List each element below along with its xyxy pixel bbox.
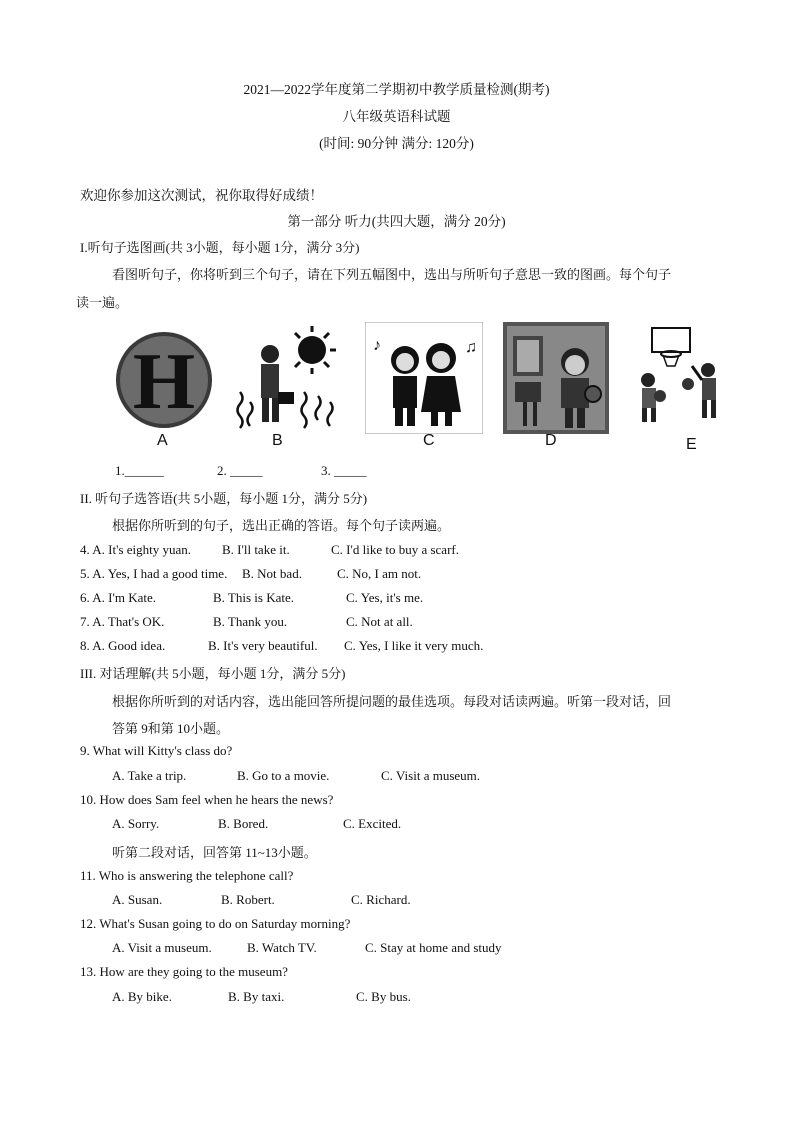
- section3-instruction: 根据你所听到的对话内容，选出能回答所提问题的最佳选项。每段对话读两遍。听第一段对话，回: [112, 694, 672, 709]
- question-13: 13. How are they going to the museum?: [80, 964, 288, 979]
- svg-text:♪: ♪: [373, 337, 381, 354]
- section2-instruction: 根据你所听到的句子，选出正确的答语。每个句子读两遍。: [112, 518, 451, 533]
- question-row-6: [0, 590, 793, 606]
- option-c: C. By bus.: [356, 989, 411, 1004]
- answer-blank-3[interactable]: 3. _____: [321, 463, 367, 478]
- picture-label-a: A: [157, 432, 168, 449]
- question-9: 9. What will Kitty's class do?: [80, 743, 233, 758]
- picture-a-letter-h: [112, 322, 217, 434]
- question-10: 10. How does Sam feel when he hears the news?: [80, 792, 334, 807]
- option-a: 6. A. I'm Kate.: [80, 590, 156, 605]
- picture-label-d: D: [545, 432, 557, 449]
- answer-blanks-row: [0, 463, 793, 479]
- answer-blank-1[interactable]: 1.______: [115, 463, 164, 478]
- option-c: C. Stay at home and study: [365, 940, 502, 955]
- exam-subtitle: 八年级英语科试题: [342, 109, 451, 124]
- option-a: 4. A. It's eighty yuan.: [80, 542, 192, 557]
- option-a: A. Susan.: [112, 892, 163, 907]
- option-c: C. Visit a museum.: [381, 768, 481, 783]
- option-c: C. No, I am not.: [337, 566, 422, 581]
- svg-text:♫: ♫: [465, 339, 477, 356]
- exam-time-info: (时间: 90分钟 满分: 120分): [319, 136, 474, 151]
- question-row-7: [0, 614, 793, 630]
- exam-title: 2021—2022学年度第二学期初中教学质量检测(期考): [243, 82, 550, 97]
- option-b: B. I'll take it.: [222, 542, 290, 557]
- question-row-4: [0, 542, 793, 558]
- svg-text:H: H: [132, 338, 196, 426]
- picture-label-c: C: [423, 432, 435, 449]
- option-a: A. Sorry.: [112, 816, 160, 831]
- picture-label-e: E: [686, 436, 697, 453]
- option-b: B. Go to a movie.: [237, 768, 330, 783]
- option-c: C. Richard.: [351, 892, 411, 907]
- option-b: B. By taxi.: [228, 989, 285, 1004]
- section2-heading: II. 听句子选答语(共 5小题，每小题 1分，满分 5分): [80, 491, 368, 506]
- option-c: C. Excited.: [343, 816, 402, 831]
- option-b: B. Thank you.: [213, 614, 288, 629]
- options-row-12: [0, 940, 793, 956]
- picture-c-singing-girls: [365, 322, 483, 434]
- welcome-text: 欢迎你参加这次测试，祝你取得好成绩！: [80, 188, 323, 203]
- question-11: 11. Who is answering the telephone call?: [80, 868, 294, 883]
- option-a: 7. A. That's OK.: [80, 614, 165, 629]
- option-b: B. Robert.: [221, 892, 275, 907]
- picture-b-hot-day: [232, 322, 342, 434]
- option-a: A. Visit a museum.: [112, 940, 212, 955]
- part1-title: 第一部分 听力(共四大题，满分 20分): [287, 214, 506, 229]
- option-a: 8. A. Good idea.: [80, 638, 166, 653]
- option-b: B. Watch TV.: [247, 940, 317, 955]
- section1-heading: I.听句子选图画(共 3小题，每小题 1分，满分 3分): [80, 240, 360, 255]
- section1-instruction: 看图听句子，你将听到三个句子，请在下列五幅图中，选出与所听句子意思一致的图画。每个句子: [112, 267, 672, 282]
- section3-instruction-cont: 答第 9和第 10小题。: [112, 721, 230, 736]
- option-b: B. Bored.: [218, 816, 269, 831]
- option-b: B. Not bad.: [242, 566, 302, 581]
- option-a: 5. A. Yes, I had a good time.: [80, 566, 228, 581]
- option-b: B. This is Kate.: [213, 590, 295, 605]
- options-row-11: [0, 892, 793, 908]
- question-row-8: [0, 638, 793, 654]
- options-row-9: [0, 768, 793, 784]
- question-12: 12. What's Susan going to do on Saturday morning?: [80, 916, 351, 931]
- options-row-10: [0, 816, 793, 832]
- answer-blank-2[interactable]: 2. _____: [217, 463, 263, 478]
- option-b: B. It's very beautiful.: [208, 638, 318, 653]
- picture-label-b: B: [272, 432, 283, 449]
- option-a: A. By bike.: [112, 989, 172, 1004]
- picture-e-basketball: [630, 322, 726, 434]
- option-c: C. Yes, it's me.: [346, 590, 424, 605]
- options-row-13: [0, 989, 793, 1005]
- section1-instruction-cont: 读一遍。: [76, 295, 129, 310]
- section3-sub-instruction: 听第二段对话，回答第 11~13小题。: [112, 845, 317, 860]
- question-row-5: [0, 566, 793, 582]
- section3-heading: III. 对话理解(共 5小题，每小题 1分，满分 5分): [80, 666, 346, 681]
- option-c: C. Not at all.: [346, 614, 413, 629]
- option-c: C. Yes, I like it very much.: [344, 638, 484, 653]
- option-c: C. I'd like to buy a scarf.: [331, 542, 459, 557]
- picture-d-museum-visit: [503, 322, 609, 434]
- option-a: A. Take a trip.: [112, 768, 187, 783]
